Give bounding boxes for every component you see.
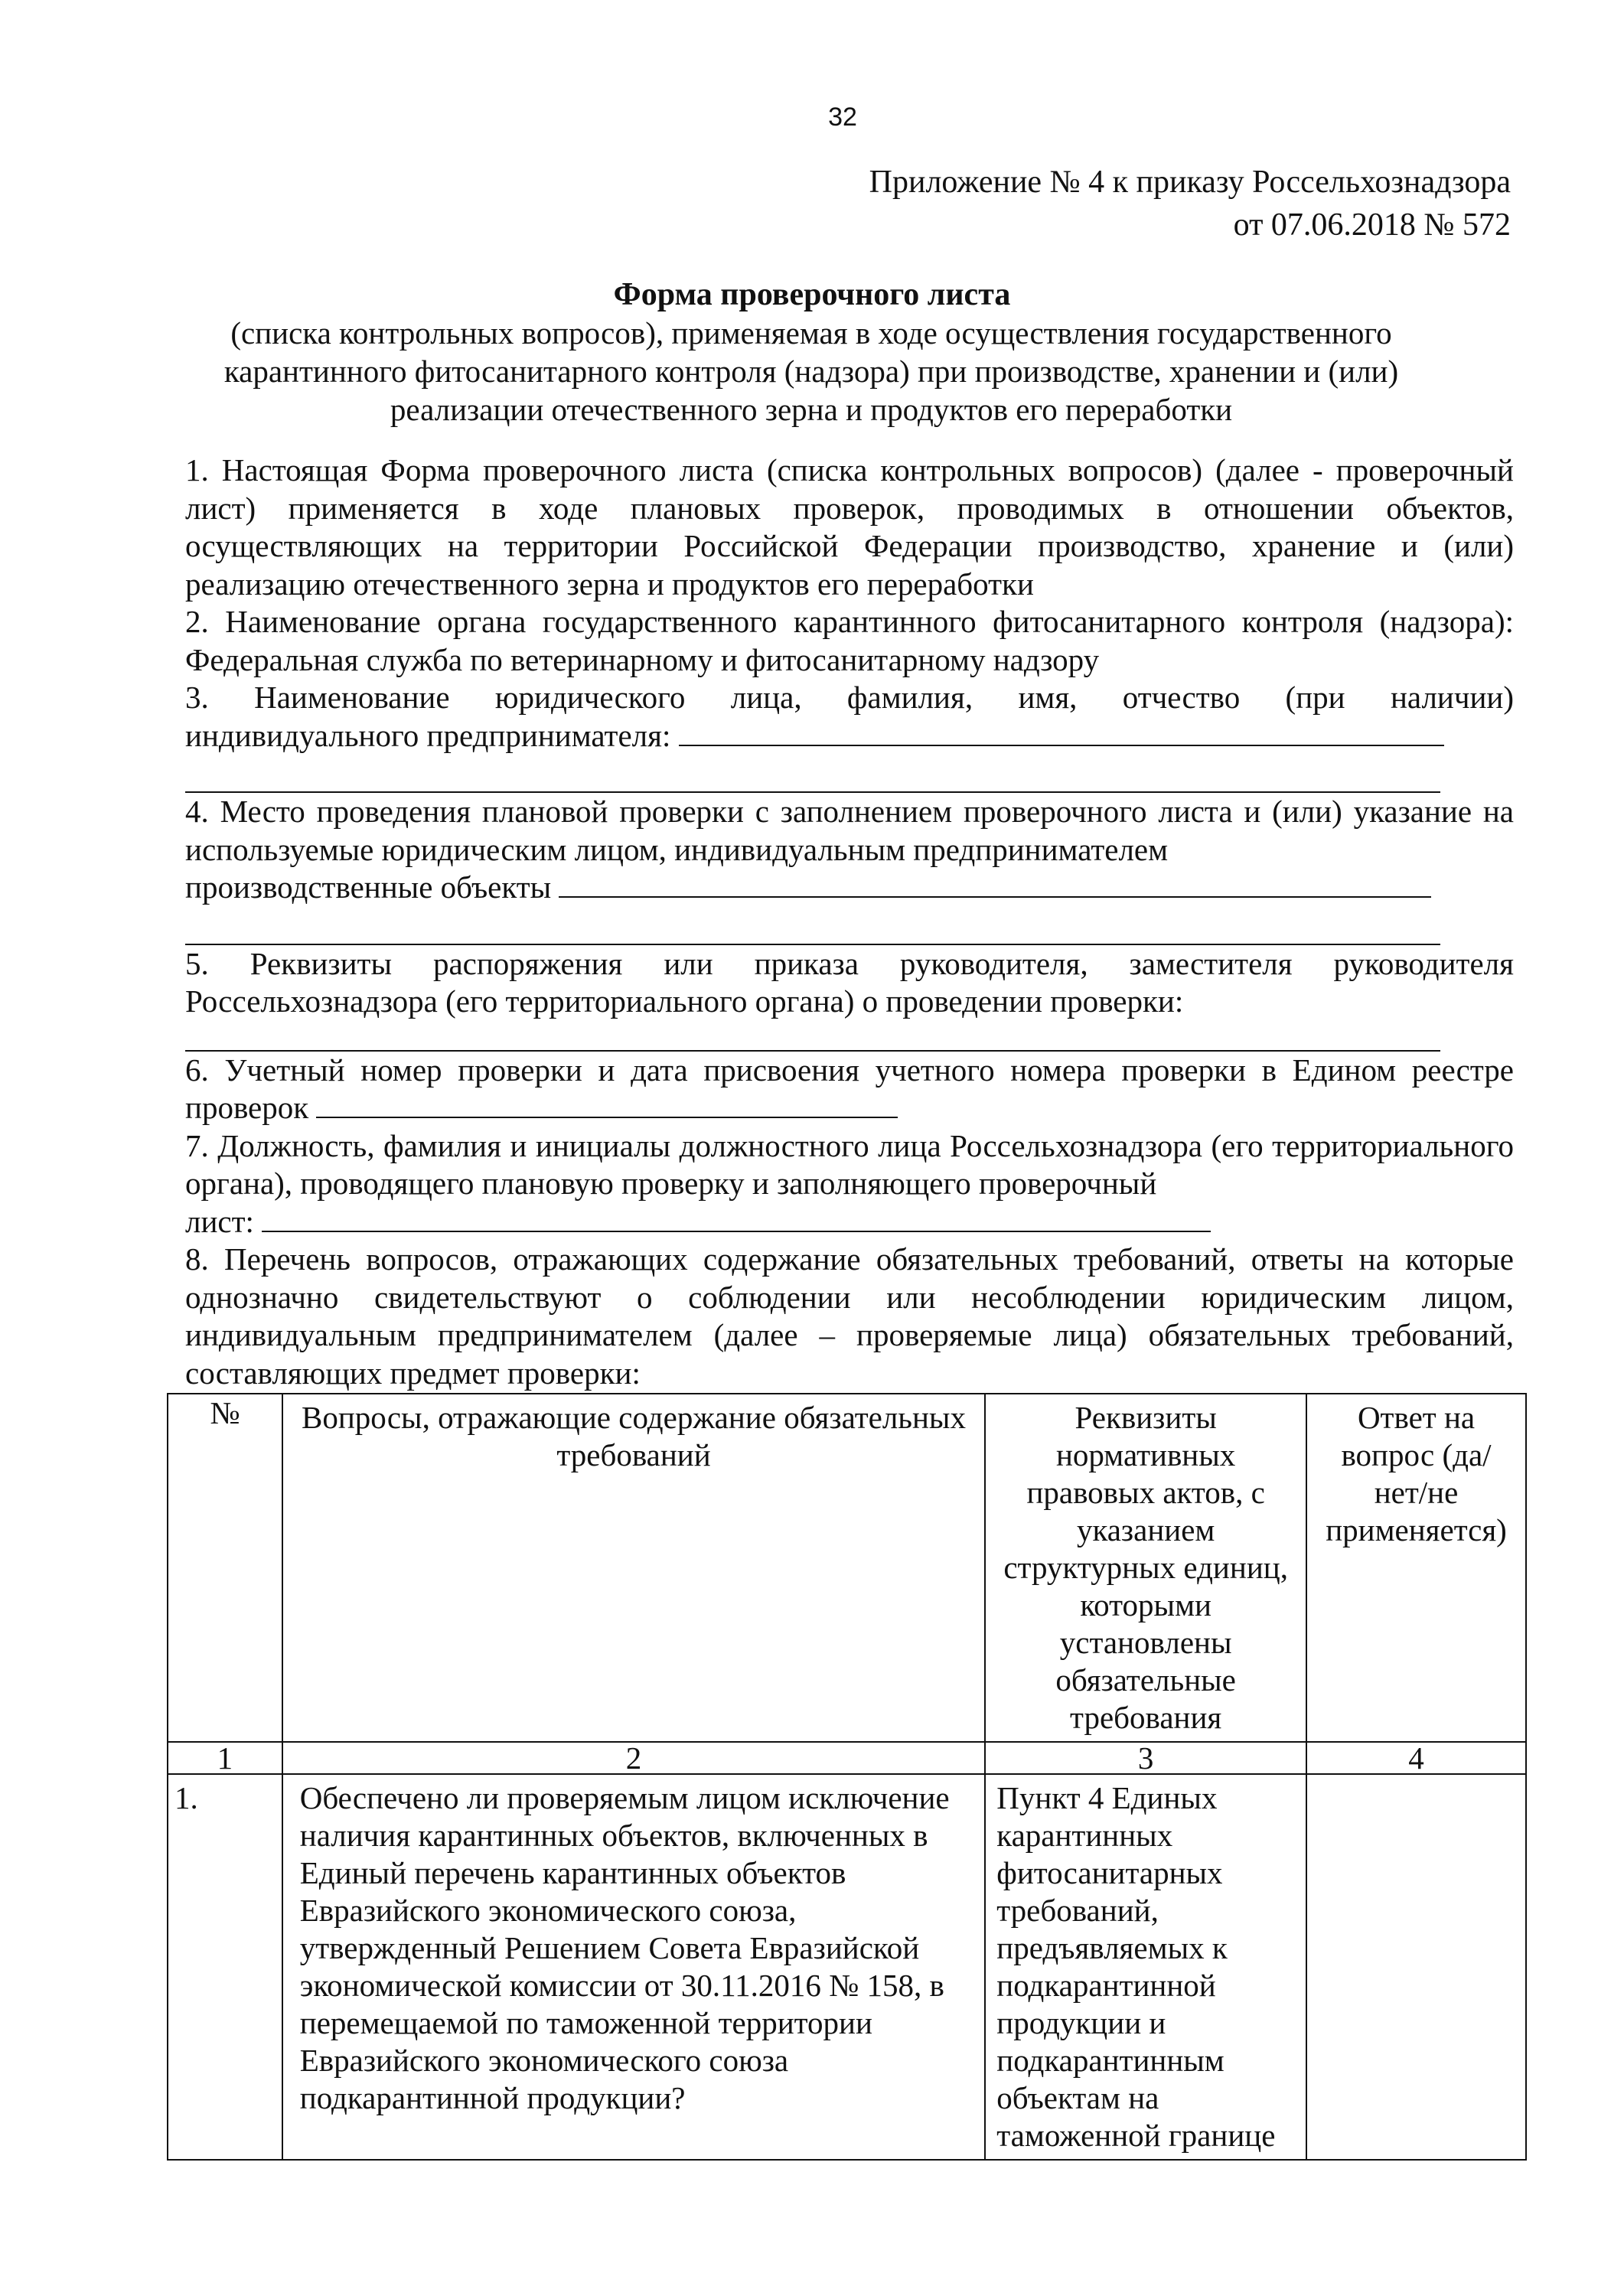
header-references: Реквизиты нормативных правовых актов, с указанием структурных единиц, которыми установлены обязательные требования	[985, 1394, 1306, 1742]
table-row	[168, 1774, 1526, 2160]
item-7-label: лист:	[185, 1203, 254, 1239]
form-subtitle: (списка контрольных вопросов), применяемая в ходе осуществления государственного карантинного фитосанитарного контроля (надзора) при производстве, хранении и (или) реализации отечественного зерна и продуктов его переработки	[223, 315, 1399, 427]
registry-number-field[interactable]	[316, 1089, 898, 1118]
item-8: 8. Перечень вопросов, отражающих содержание обязательных требований, ответы на которые однозначно свидетельствуют о соблюдении или несоблюдении юридическим лицом, индивидуальным предпринимателем (далее – проверяемые лица) обязательных требований, составляющих предмет проверки:	[185, 1241, 1514, 1391]
item-3-line-2	[185, 717, 1514, 755]
row-answer[interactable]	[1306, 1774, 1526, 2160]
item-6-line-1: 6. Учетный номер проверки и дата присвоения учетного номера проверки в Едином реестре	[185, 1052, 1514, 1088]
entity-name-field-continuation[interactable]	[185, 755, 1440, 793]
header-number: №	[168, 1394, 282, 1742]
header-questions: Вопросы, отражающие содержание обязательных требований	[282, 1394, 986, 1742]
column-number-3: 3	[985, 1742, 1306, 1774]
item-4-label: производственные объекты	[185, 869, 552, 905]
document-body	[185, 452, 1514, 1392]
column-number-1: 1	[168, 1742, 282, 1774]
column-number-2: 2	[282, 1742, 986, 1774]
item-4-text: 4. Место проведения плановой проверки с заполнением проверочного листа и (или) указание на используемые юридическим лицом, индивидуальным предпринимателем	[185, 794, 1514, 867]
item-3-label: индивидуального предпринимателя:	[185, 717, 671, 753]
item-7-text: 7. Должность, фамилия и инициалы должностного лица Россельхознадзора (его территориального органа), проводящего плановую проверку и заполняющего проверочный	[185, 1127, 1514, 1201]
item-2: 2. Наименование органа государственного карантинного фитосанитарного контроля (надзора): Федеральная служба по ветеринарному и фитосанитарному надзору	[185, 604, 1514, 677]
column-number-4: 4	[1306, 1742, 1526, 1774]
inspection-place-field[interactable]	[559, 869, 1431, 898]
item-4-line	[185, 869, 1514, 907]
item-1: 1. Настоящая Форма проверочного листа (списка контрольных вопросов) (далее - проверочный лист) применяется в ходе плановых проверок, проводимых в отношении объектов, осуществляющих на территории Российской Федерации производство, хранение и (или) реализацию отечественного зерна и продуктов его переработки	[185, 452, 1514, 602]
entity-name-field[interactable]	[679, 717, 1444, 746]
inspection-place-field-continuation[interactable]	[185, 907, 1440, 945]
item-3-line-1: 3. Наименование юридического лица, фамилия, имя, отчество (при наличии)	[185, 680, 1514, 715]
order-details-field[interactable]	[185, 1021, 1440, 1052]
appendix-header	[869, 161, 1511, 246]
appendix-line-2: от 07.06.2018 № 572	[1233, 207, 1511, 243]
header-answer: Ответ на вопрос (да/нет/не применяется)	[1306, 1394, 1526, 1742]
item-6-line-2	[185, 1089, 1514, 1127]
item-6-label: проверок	[185, 1090, 309, 1125]
item-7-line	[185, 1203, 1514, 1241]
inspector-field[interactable]	[262, 1203, 1211, 1232]
appendix-line-1: Приложение № 4 к приказу Россельхознадзора	[869, 165, 1511, 200]
row-number: 1.	[168, 1774, 282, 2160]
row-question: Обеспечено ли проверяемым лицом исключение наличия карантинных объектов, включенных в Единый перечень карантинных объектов Евразийского экономического союза, утвержденный Решением Совета Евразийской экономической комиссии от 30.11.2016 № 158, в перемещаемой по таможенной территории Евразийского экономического союза подкарантинной продукции?	[282, 1774, 986, 2160]
table-header-row	[168, 1394, 1526, 1742]
form-title: Форма проверочного листа	[613, 277, 1011, 312]
column-number-row	[168, 1742, 1526, 1774]
item-5: 5. Реквизиты распоряжения или приказа руководителя, заместителя руководителя Россельхознадзора (его территориального органа) о проведении проверки:	[185, 945, 1514, 1019]
row-reference: Пункт 4 Единых карантинных фитосанитарных требований, предъявляемых к подкарантинной продукции и подкарантинным объектам на таможенной границе	[985, 1774, 1306, 2160]
page-number: 32	[828, 103, 857, 132]
checklist-table	[167, 1393, 1527, 2161]
